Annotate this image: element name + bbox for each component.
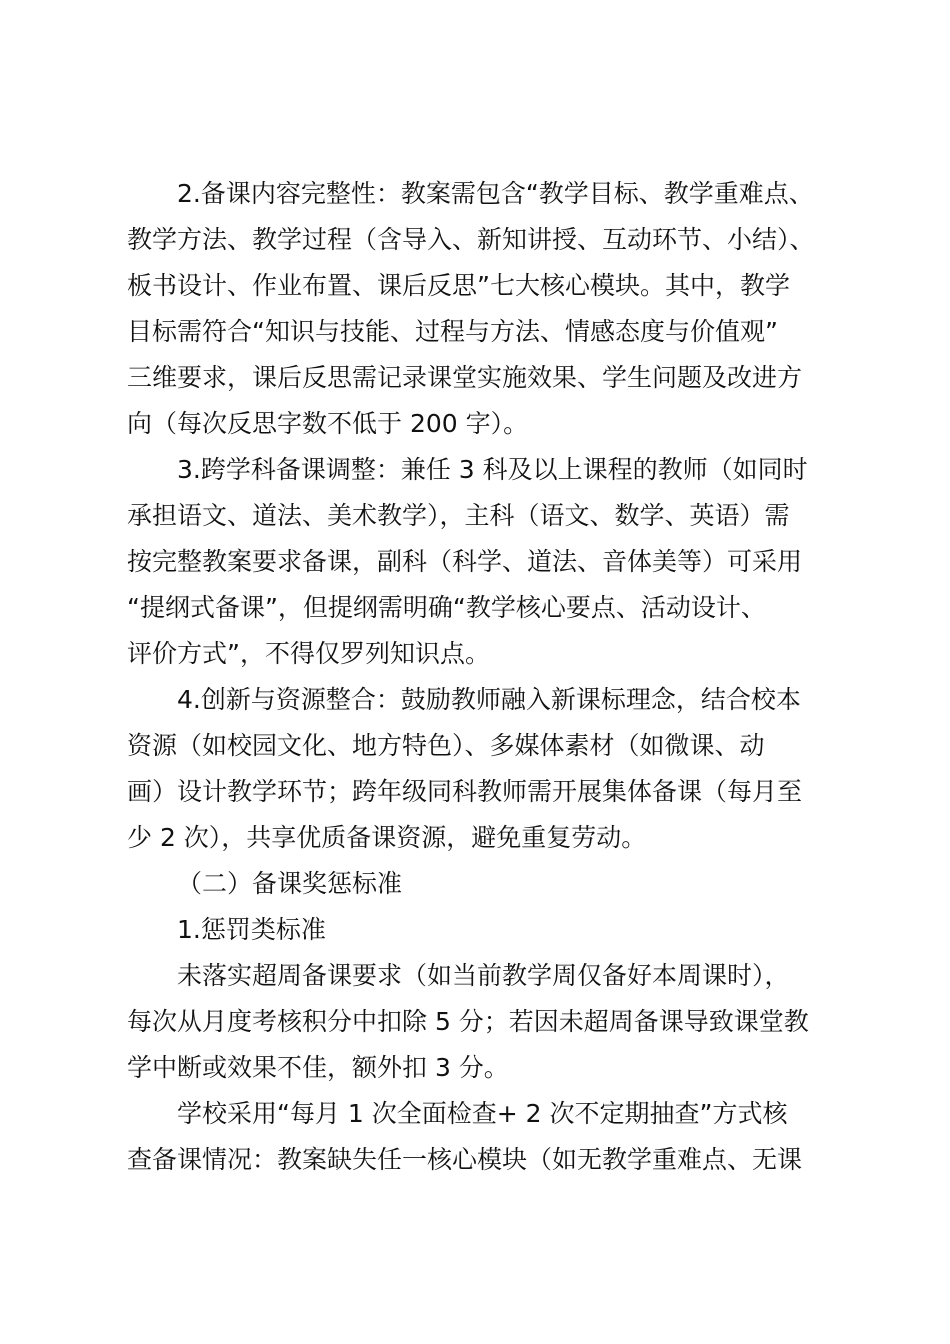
heading-reward-penalty-standards <box>127 861 847 907</box>
text-line: 画）设计教学环节；跨年级同科教师需开展集体备课（每月至 <box>127 777 803 806</box>
text-line: 目标需符合“知识与技能、过程与方法、情感态度与价值观” <box>127 317 778 346</box>
para-lesson-content-completeness <box>127 171 847 447</box>
text-line: 板书设计、作业布置、课后反思”七大核心模块。其中，教学 <box>127 271 790 300</box>
text-line: 4.创新与资源整合：鼓励教师融入新课标理念，结合校本 <box>177 685 801 714</box>
text-line: 教学方法、教学过程（含导入、新知讲授、互动环节、小结）、 <box>127 225 815 254</box>
subsection-heading: 1.惩罚类标准 <box>177 915 326 944</box>
text-line: 每次从月度考核积分中扣除 5 分；若因未超周备课导致课堂教 <box>127 1007 809 1036</box>
text-line: 查备课情况：教案缺失任一核心模块（如无教学重难点、无课 <box>127 1145 803 1174</box>
para-cross-subject-adjustment <box>127 447 847 677</box>
document-body <box>127 171 847 1183</box>
para-weekly-prep-penalty <box>127 953 847 1091</box>
text-line: 3.跨学科备课调整：兼任 3 科及以上课程的教师（如同时 <box>177 455 808 484</box>
para-innovation-resources <box>127 677 847 861</box>
text-line: 三维要求，课后反思需记录课堂实施效果、学生问题及改进方 <box>127 363 803 392</box>
text-line: 向（每次反思字数不低于 200 字）。 <box>127 409 529 438</box>
text-line: 按完整教案要求备课，副科（科学、道法、音体美等）可采用 <box>127 547 803 576</box>
section-heading: （二）备课奖惩标准 <box>177 869 403 898</box>
text-line: 评价方式”，不得仅罗列知识点。 <box>127 639 490 668</box>
text-line: 未落实超周备课要求（如当前教学周仅备好本周课时）， <box>177 961 790 990</box>
text-line: “提纲式备课”，但提纲需明确“教学核心要点、活动设计、 <box>127 593 766 622</box>
para-inspection-method <box>127 1091 847 1183</box>
heading-penalty-standards <box>127 907 847 953</box>
text-line: 少 2 次），共享优质备课资源，避免重复劳动。 <box>127 823 647 852</box>
text-line: 资源（如校园文化、地方特色）、多媒体素材（如微课、动 <box>127 731 765 760</box>
text-line: 承担语文、道法、美术教学），主科（语文、数学、英语）需 <box>127 501 790 530</box>
text-line: 学中断或效果不佳，额外扣 3 分。 <box>127 1053 509 1082</box>
text-line: 学校采用“每月 1 次全面检查+ 2 次不定期抽查”方式核 <box>177 1099 788 1128</box>
text-line: 2.备课内容完整性：教案需包含“教学目标、教学重难点、 <box>177 179 814 208</box>
